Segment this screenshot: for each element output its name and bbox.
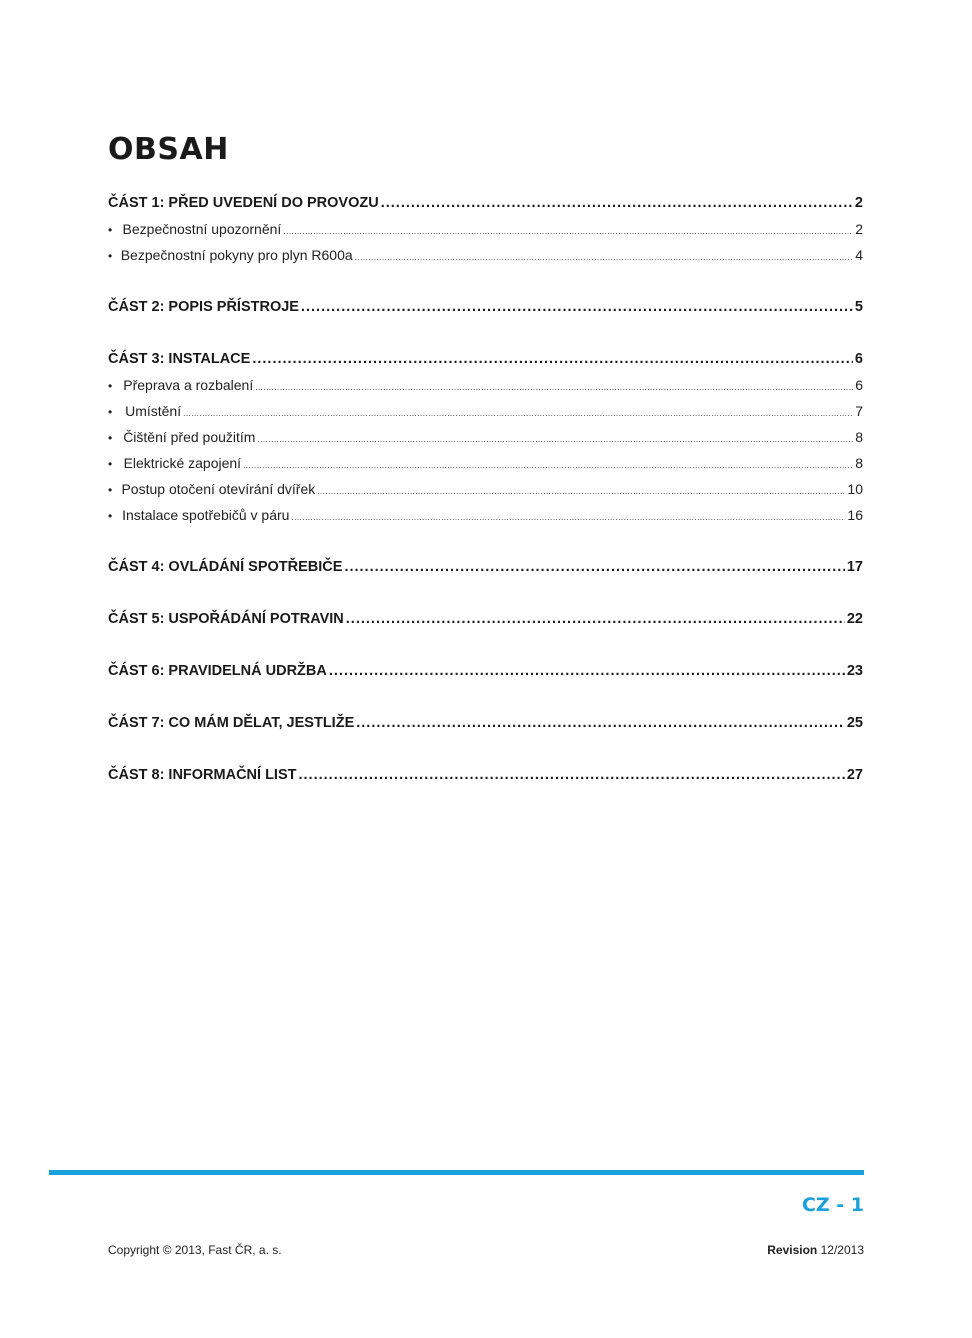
spacer <box>108 632 863 658</box>
table-of-contents <box>108 190 863 788</box>
spacer <box>108 528 863 554</box>
page-number: CZ - 1 <box>801 1194 864 1216</box>
toc-item-elektricke-zapojeni[interactable] <box>108 450 863 476</box>
toc-page-number: 5 <box>854 299 863 315</box>
toc-page-number: 2 <box>855 221 863 237</box>
toc-page-number: 2 <box>854 195 863 211</box>
dot-leader <box>283 219 853 245</box>
toc-item-umisteni[interactable] <box>108 398 863 424</box>
toc-page-number: 27 <box>846 767 863 783</box>
toc-section-4[interactable] <box>108 554 863 580</box>
dot-leader <box>243 453 853 479</box>
toc-item-postup-otoceni[interactable] <box>108 476 863 502</box>
dot-leader <box>291 505 845 531</box>
toc-section-7[interactable] <box>108 710 863 736</box>
dot-leader <box>355 245 854 271</box>
dot-leader <box>183 401 853 427</box>
spacer <box>108 580 863 606</box>
footer-divider <box>49 1170 864 1175</box>
bullet-icon: • <box>108 457 113 471</box>
toc-section-1[interactable] <box>108 190 863 216</box>
toc-page-number: 22 <box>846 611 863 627</box>
toc-item-bezpecnostni-upozorneni[interactable] <box>108 216 863 242</box>
spacer <box>108 320 863 346</box>
toc-item-label: Přeprava a rozbalení <box>123 377 254 393</box>
toc-section-label: ČÁST 7: CO MÁM DĚLAT, JESTLIŽE <box>108 715 355 731</box>
toc-item-label: Elektrické zapojení <box>123 455 242 471</box>
dot-leader <box>252 346 853 372</box>
toc-page-number: 25 <box>846 715 863 731</box>
toc-section-label: ČÁST 2: POPIS PŘÍSTROJE <box>108 299 299 315</box>
spacer <box>108 684 863 710</box>
toc-item-preprava[interactable] <box>108 372 863 398</box>
dot-leader <box>317 479 845 505</box>
bullet-icon: • <box>108 431 113 445</box>
toc-page-number: 6 <box>854 351 863 367</box>
toc-item-label: Bezpečnostní upozornění <box>122 221 282 237</box>
toc-section-label: ČÁST 8: INFORMAČNÍ LIST <box>108 767 297 783</box>
page-title: OBSAH <box>108 132 229 167</box>
toc-section-label: ČÁST 5: USPOŘÁDÁNÍ POTRAVIN <box>108 611 344 627</box>
toc-section-label: ČÁST 3: INSTALACE <box>108 351 251 367</box>
toc-item-label: Instalace spotřebičů v páru <box>122 507 290 523</box>
toc-page-number: 16 <box>847 507 863 523</box>
toc-section-label: ČÁST 1: PŘED UVEDENÍ DO PROVOZU <box>108 195 379 211</box>
toc-page-number: 23 <box>846 663 863 679</box>
toc-item-instalace-v-paru[interactable] <box>108 502 863 528</box>
dot-leader <box>344 554 844 580</box>
bullet-icon: • <box>108 223 113 237</box>
spacer <box>108 736 863 762</box>
toc-page-number: 7 <box>855 403 863 419</box>
revision-info <box>767 1243 864 1257</box>
revision-value: 12/2013 <box>820 1243 864 1257</box>
copyright-notice: Copyright © 2013, Fast ČR, a. s. <box>108 1243 282 1257</box>
dot-leader <box>255 375 853 401</box>
toc-section-5[interactable] <box>108 606 863 632</box>
bullet-icon: • <box>108 483 113 497</box>
toc-section-6[interactable] <box>108 658 863 684</box>
toc-section-label: ČÁST 6: PRAVIDELNÁ UDRŽBA <box>108 663 327 679</box>
toc-section-2[interactable] <box>108 294 863 320</box>
bullet-icon: • <box>108 379 113 393</box>
toc-page-number: 8 <box>855 429 863 445</box>
dot-leader <box>299 762 845 788</box>
dot-leader <box>356 710 845 736</box>
toc-item-label: Bezpečnostní pokyny pro plyn R600a <box>120 247 353 263</box>
bullet-icon: • <box>108 509 113 523</box>
dot-leader <box>329 658 845 684</box>
bullet-icon: • <box>108 249 113 263</box>
toc-page-number: 10 <box>847 481 863 497</box>
toc-section-8[interactable] <box>108 762 863 788</box>
revision-label: Revision <box>767 1243 818 1257</box>
toc-page-number: 6 <box>855 377 863 393</box>
toc-item-label: Umístění <box>125 403 182 419</box>
dot-leader <box>346 606 845 632</box>
bullet-icon: • <box>108 405 113 419</box>
dot-leader <box>257 427 853 453</box>
toc-item-bezpecnostni-pokyny[interactable] <box>108 242 863 268</box>
toc-item-cisteni[interactable] <box>108 424 863 450</box>
dot-leader <box>381 190 853 216</box>
toc-item-label: Čištění před použitím <box>123 429 256 445</box>
toc-section-label: ČÁST 4: OVLÁDÁNÍ SPOTŘEBIČE <box>108 559 343 575</box>
toc-page-number: 8 <box>855 455 863 471</box>
toc-item-label: Postup otočení otevírání dvířek <box>121 481 316 497</box>
toc-section-3[interactable] <box>108 346 863 372</box>
spacer <box>108 268 863 294</box>
toc-page-number: 17 <box>846 559 863 575</box>
toc-page-number: 4 <box>855 247 863 263</box>
dot-leader <box>301 294 853 320</box>
